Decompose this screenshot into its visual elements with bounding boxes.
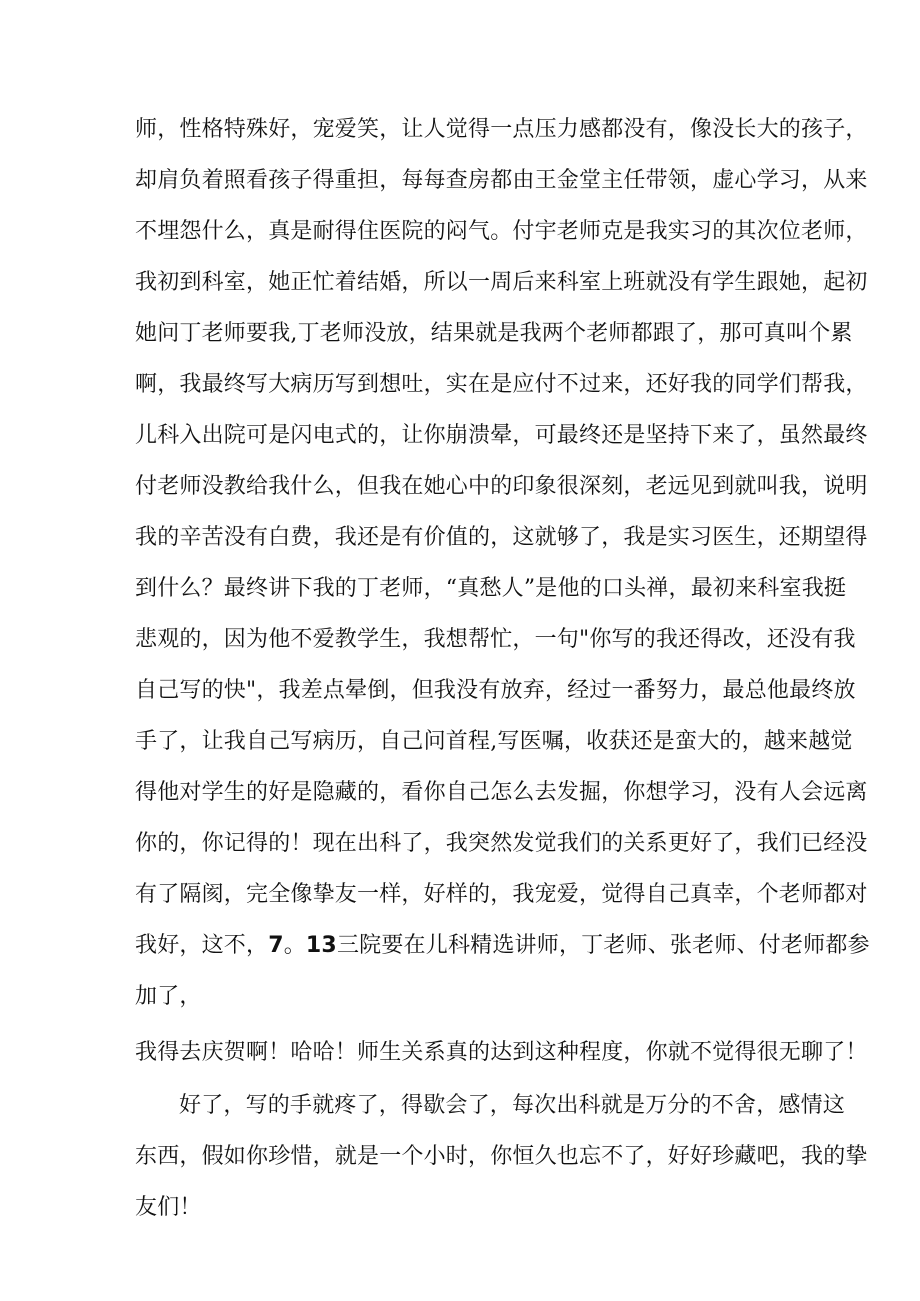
text-line: 我初到科室，她正忙着结婚，所以一周后来科室上班就没有学生跟她，起初 <box>135 270 868 295</box>
text-line: 好了，写的手就疼了，得歇会了，每次出科就是万分的不舍，感情这 <box>179 1093 846 1118</box>
text-line: 悲观的，因为他不爱教学生，我想帮忙，一句"你写的我还得改，还没有我 <box>135 627 856 652</box>
text-line: 手了，让我自己写病历，自己问首程,写医嘱，收获还是蛮大的，越来越觉 <box>135 729 853 754</box>
bold-number: 7 <box>268 933 284 958</box>
text-line: 却肩负着照看孩子得重担，每每查房都由王金堂主任带领，虚心学习，从来 <box>135 168 868 193</box>
text-line: 儿科入出院可是闪电式的，让你崩溃晕，可最终还是坚持下来了，虽然最终 <box>135 423 868 448</box>
text-line: 你的，你记得的！现在出科了，我突然发觉我们的关系更好了，我们已经没 <box>135 831 868 856</box>
text-segment: 三院要在儿科精选讲师，丁老师、张老师、付老师都参 <box>336 933 870 958</box>
text-line: 加了， <box>135 984 202 1009</box>
text-line: 自己写的快"，我差点晕倒，但我没有放弃，经过一番努力，最总他最终放 <box>135 678 856 703</box>
text-segment: 我好，这不， <box>135 933 269 958</box>
text-line: 师，性格特殊好，宠爱笑，让人觉得一点压力感都没有，像没长大的孩子， <box>135 117 868 142</box>
text-segment: 。 <box>283 933 306 958</box>
text-line: 友们！ <box>135 1195 202 1220</box>
text-line: 付老师没教给我什么，但我在她心中的印象很深刻，老远见到就叫我，说明 <box>135 474 868 499</box>
text-line: 到什么？最终讲下我的丁老师，“真愁人”是他的口头禅，最初来科室我挺 <box>135 576 847 601</box>
text-line <box>135 931 870 961</box>
text-line: 啊，我最终写大病历写到想吐，实在是应付不过来，还好我的同学们帮我， <box>135 372 868 397</box>
text-line: 我的辛苦没有白费，我还是有价值的，这就够了，我是实习医生，还期望得 <box>135 525 868 550</box>
text-line: 她问丁老师要我,丁老师没放，结果就是我两个老师都跟了，那可真叫个累 <box>135 321 853 346</box>
text-line: 东西，假如你珍惜，就是一个小时，你恒久也忘不了，好好珍藏吧，我的挚 <box>135 1144 868 1169</box>
bold-number: 13 <box>305 933 337 958</box>
text-line: 有了隔阂，完全像挚友一样，好样的，我宠爱，觉得自己真幸，个老师都对 <box>135 882 868 907</box>
text-line: 得他对学生的好是隐藏的，看你自己怎么去发掘，你想学习，没有人会远离 <box>135 780 868 805</box>
text-line: 不埋怨什么，真是耐得住医院的闷气。付宇老师克是我实习的其次位老师， <box>135 219 868 244</box>
text-line: 我得去庆贺啊！哈哈！师生关系真的达到这种程度，你就不觉得很无聊了！ <box>135 1040 868 1065</box>
